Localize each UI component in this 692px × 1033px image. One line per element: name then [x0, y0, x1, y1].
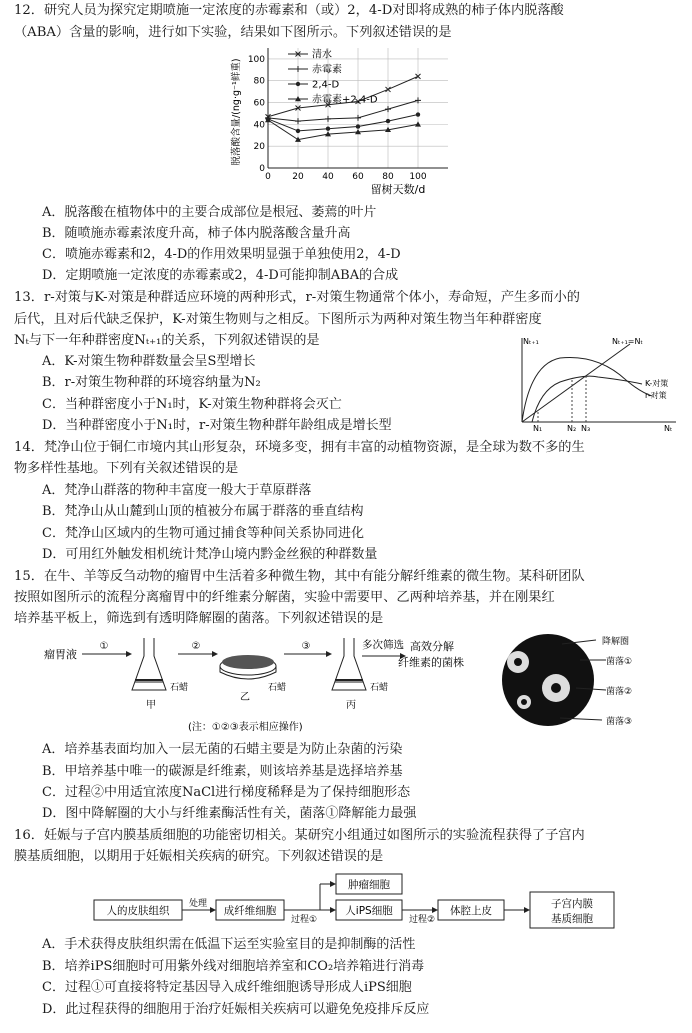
- flow-process-1: 过程①: [290, 915, 318, 925]
- graph-x-tick-n2: N₂: [567, 424, 577, 433]
- graph-y-label: Nₜ₊₁: [523, 337, 539, 346]
- flow-box-endometrium-2: 基质细胞: [551, 913, 593, 925]
- congo-red-plate: [502, 634, 594, 726]
- q15-option-a: A．培养基表面均加入一层无菌的石蜡主要是为防止杂菌的污染: [42, 742, 403, 757]
- chart-data-point: [385, 106, 391, 112]
- dish-b: [220, 655, 276, 679]
- q12-option-c: C．喷施赤霉素和2，4-D的作用效果明显强于单独使用2，4-D: [42, 247, 401, 262]
- step-1-label: ①: [99, 641, 109, 652]
- chart-data-point: [325, 116, 331, 122]
- chart-legend-label: 赤霉素: [312, 64, 342, 76]
- k-strategy-curve: [532, 376, 642, 422]
- q14-stem-line-2: 物多样性基地。下列有关叙述错误的是: [14, 461, 239, 476]
- flask-c-paraffin: 石蜡: [370, 683, 389, 693]
- chart-x-tick: 40: [322, 172, 334, 182]
- q12-option-b: B．随喷施赤霉素浓度升高，柿子体内脱落酸含量升高: [42, 226, 351, 241]
- chart-x-tick: 20: [292, 172, 304, 182]
- q15-stem-line-1: 15．在牛、羊等反刍动物的瘤胃中生活着多种微生物，其中有能分解纤维素的微生物。某科研团队: [14, 569, 585, 584]
- q16-stem-line-1: 16．妊娠与子宫内膜基质细胞的功能密切相关。某研究小组通过如图所示的实验流程获得了子宫内: [14, 828, 585, 843]
- isolation-flow-diagram: [40, 632, 680, 740]
- chart-data-point: [296, 129, 300, 133]
- chart-series-3: [266, 112, 420, 133]
- q12-option-a: A．脱落酸在植物体中的主要合成部位是根冠、萎蔫的叶片: [42, 205, 377, 220]
- graph-x-tick-nt: Nₜ: [664, 424, 673, 433]
- flask-c-label: 丙: [346, 700, 356, 711]
- q14-option-c: C．梵净山区域内的生物可通过捕食等种间关系协同进化: [42, 526, 364, 541]
- chart-data-point: [355, 115, 361, 121]
- chart-x-tick: 0: [265, 172, 271, 182]
- chart-y-tick: 20: [253, 142, 265, 153]
- chart-y-tick: 100: [247, 54, 265, 65]
- flow-box-coelom: 体腔上皮: [450, 905, 492, 917]
- q13-option-a: A．K-对策生物种群数量会呈S型增长: [42, 354, 256, 369]
- q12-stem-line-1: 12．研究人员为探究定期喷施一定浓度的赤霉素和（或）2，4-D对即将成熟的柿子体内脱落酸: [14, 3, 564, 18]
- diagram-note: (注：①②③表示相应操作): [188, 722, 303, 733]
- q15-stem-line-2: 按照如图所示的流程分离瘤胃中的纤维素分解菌，实验中需要甲、乙两种培养基，并在刚果红: [14, 590, 555, 605]
- chart-legend-label: 2,4-D: [312, 79, 340, 91]
- flow-arrow-process: 处理: [188, 899, 208, 909]
- q15-stem-line-3: 培养基平板上，筛选到有透明降解圈的菌落。下列叙述错误的是: [14, 611, 384, 626]
- flow-box-tumor: 肿瘤细胞: [348, 879, 390, 891]
- flask-a: [132, 638, 166, 690]
- chart-y-tick: 0: [259, 164, 265, 174]
- graph-diagonal-label: Nₜ₊₁=Nₜ: [612, 337, 643, 346]
- chart-series-line: [268, 120, 418, 140]
- flask-a-label: 甲: [146, 700, 156, 711]
- q13-stem-line-2: 后代，且对后代缺乏保护，K-对策生物则与之相反。下图所示为两种对策生物当年种群密度: [14, 312, 542, 327]
- q13-stem-line-1: 13．r-对策与K-对策是种群适应环境的两种形式，r-对策生物通常个体小，寿命短，产生多而小的: [14, 290, 580, 305]
- q14-option-a: A．梵净山群落的物种丰富度一般大于草原群落: [42, 483, 312, 498]
- chart-legend-marker: [295, 66, 301, 72]
- chart-x-tick: 60: [352, 172, 364, 182]
- chart-series-4: [265, 117, 421, 142]
- plate-label-halo: 降解圈: [602, 637, 630, 647]
- q16-stem-line-2: 膜基质细胞，以期用于妊娠相关疾病的研究。下列叙述错误的是: [14, 849, 384, 864]
- graph-r-label: r-对策: [645, 391, 667, 400]
- abscisic-acid-line-chart: [226, 40, 456, 200]
- flow-box-skin: 人的皮肤组织: [106, 905, 170, 917]
- chart-legend-label: 清水: [312, 49, 332, 61]
- ips-flow-diagram: [92, 870, 652, 934]
- source-label: 瘤胃液: [44, 648, 77, 661]
- q13-option-c: C．当种群密度小于N₁时，K-对策生物种群将会灭亡: [42, 397, 342, 412]
- equality-line: [522, 344, 630, 422]
- dish-b-label: 乙: [240, 692, 250, 703]
- chart-x-tick: 80: [382, 172, 394, 182]
- q13-stem-line-3: Nₜ与下一年种群密度Nₜ₊₁的关系，下列叙述错误的是: [14, 333, 320, 348]
- chart-data-point: [386, 119, 390, 123]
- result-label-1: 高效分解: [410, 640, 454, 653]
- q14-option-d: D．可用红外触发相机统计梵净山境内黔金丝猴的种群数量: [42, 547, 378, 562]
- q13-option-b: B．r-对策生物种群的环境容纳量为N₂: [42, 375, 261, 390]
- flow-box-ips: 人iPS细胞: [345, 905, 393, 917]
- q13-option-d: D．当种群密度小于N₁时，r-对策生物种群年龄组成是增长型: [42, 418, 392, 433]
- chart-x-axis-label: 留树天数/d: [370, 183, 426, 196]
- chart-y-tick: 60: [253, 98, 265, 109]
- q16-option-c: C．过程①可直接将特定基因导入成纤维细胞诱导形成人iPS细胞: [42, 980, 412, 995]
- dish-b-paraffin: 石蜡: [268, 683, 287, 693]
- graph-x-tick-n3: N₃: [581, 424, 591, 433]
- flow-box-endometrium-1: 子宫内膜: [551, 898, 593, 910]
- graph-x-tick-n1: N₁: [533, 424, 543, 433]
- flask-a-paraffin: 石蜡: [170, 683, 189, 693]
- result-label-2: 纤维素的菌株: [398, 656, 464, 669]
- population-strategy-graph: [514, 334, 682, 434]
- flow-process-2: 过程②: [408, 915, 436, 925]
- q16-option-d: D．此过程获得的细胞用于治疗妊娠相关疾病可以避免免疫排斥反应: [42, 1002, 430, 1017]
- chart-data-point: [295, 118, 301, 124]
- step-3-label: ③: [301, 641, 311, 652]
- r-strategy-curve: [522, 357, 652, 422]
- q14-option-b: B．梵净山从山麓到山顶的植被分布属于群落的垂直结构: [42, 504, 364, 519]
- plate-label-colony-2: 菌落②: [606, 687, 633, 697]
- screen-label: 多次筛选: [362, 639, 404, 651]
- q15-option-d: D．图中降解圈的大小与纤维素酶活性有关，菌落①降解能力最强: [42, 806, 417, 821]
- chart-y-tick: 80: [253, 76, 265, 87]
- chart-x-tick: 100: [409, 172, 427, 182]
- chart-data-point: [326, 127, 330, 131]
- q12-stem-line-2: （ABA）含量的影响，进行如下实验，结果如下图所示。下列叙述错误的是: [14, 25, 452, 40]
- step-2-label: ②: [191, 641, 201, 652]
- chart-data-point: [416, 112, 420, 116]
- chart-legend-marker: [296, 82, 300, 86]
- flow-box-fibroblast: 成纤维细胞: [223, 905, 277, 917]
- q16-option-a: A．手术获得皮肤组织需在低温下运至实验室目的是抑制酶的活性: [42, 937, 416, 952]
- chart-data-point: [415, 121, 421, 126]
- plate-label-colony-1: 菌落①: [606, 657, 633, 667]
- chart-y-tick: 40: [253, 120, 265, 131]
- chart-y-axis-label: 脱落酸含量/(ng·g⁻¹鲜重): [231, 58, 242, 166]
- plate-label-colony-3: 菌落③: [606, 717, 633, 727]
- q12-option-d: D．定期喷施一定浓度的赤霉素或2，4-D可能抑制ABA的合成: [42, 268, 399, 283]
- chart-data-point: [356, 124, 360, 128]
- chart-legend-label: 赤霉素+2,4-D: [312, 94, 378, 106]
- q15-option-b: B．甲培养基中唯一的碳源是纤维素，则该培养基是选择培养基: [42, 764, 403, 779]
- graph-k-label: K-对策: [645, 379, 669, 388]
- flask-c: [332, 638, 366, 690]
- q16-option-b: B．培养iPS细胞时可用紫外线对细胞培养室和CO₂培养箱进行消毒: [42, 959, 425, 974]
- q14-stem-line-1: 14．梵净山位于铜仁市境内其山形复杂，环境多变，拥有丰富的动植物资源，是全球为数不多的生: [14, 440, 585, 455]
- q15-option-c: C．过程②中用适宜浓度NaCl进行梯度稀释是为了保持细胞形态: [42, 785, 411, 800]
